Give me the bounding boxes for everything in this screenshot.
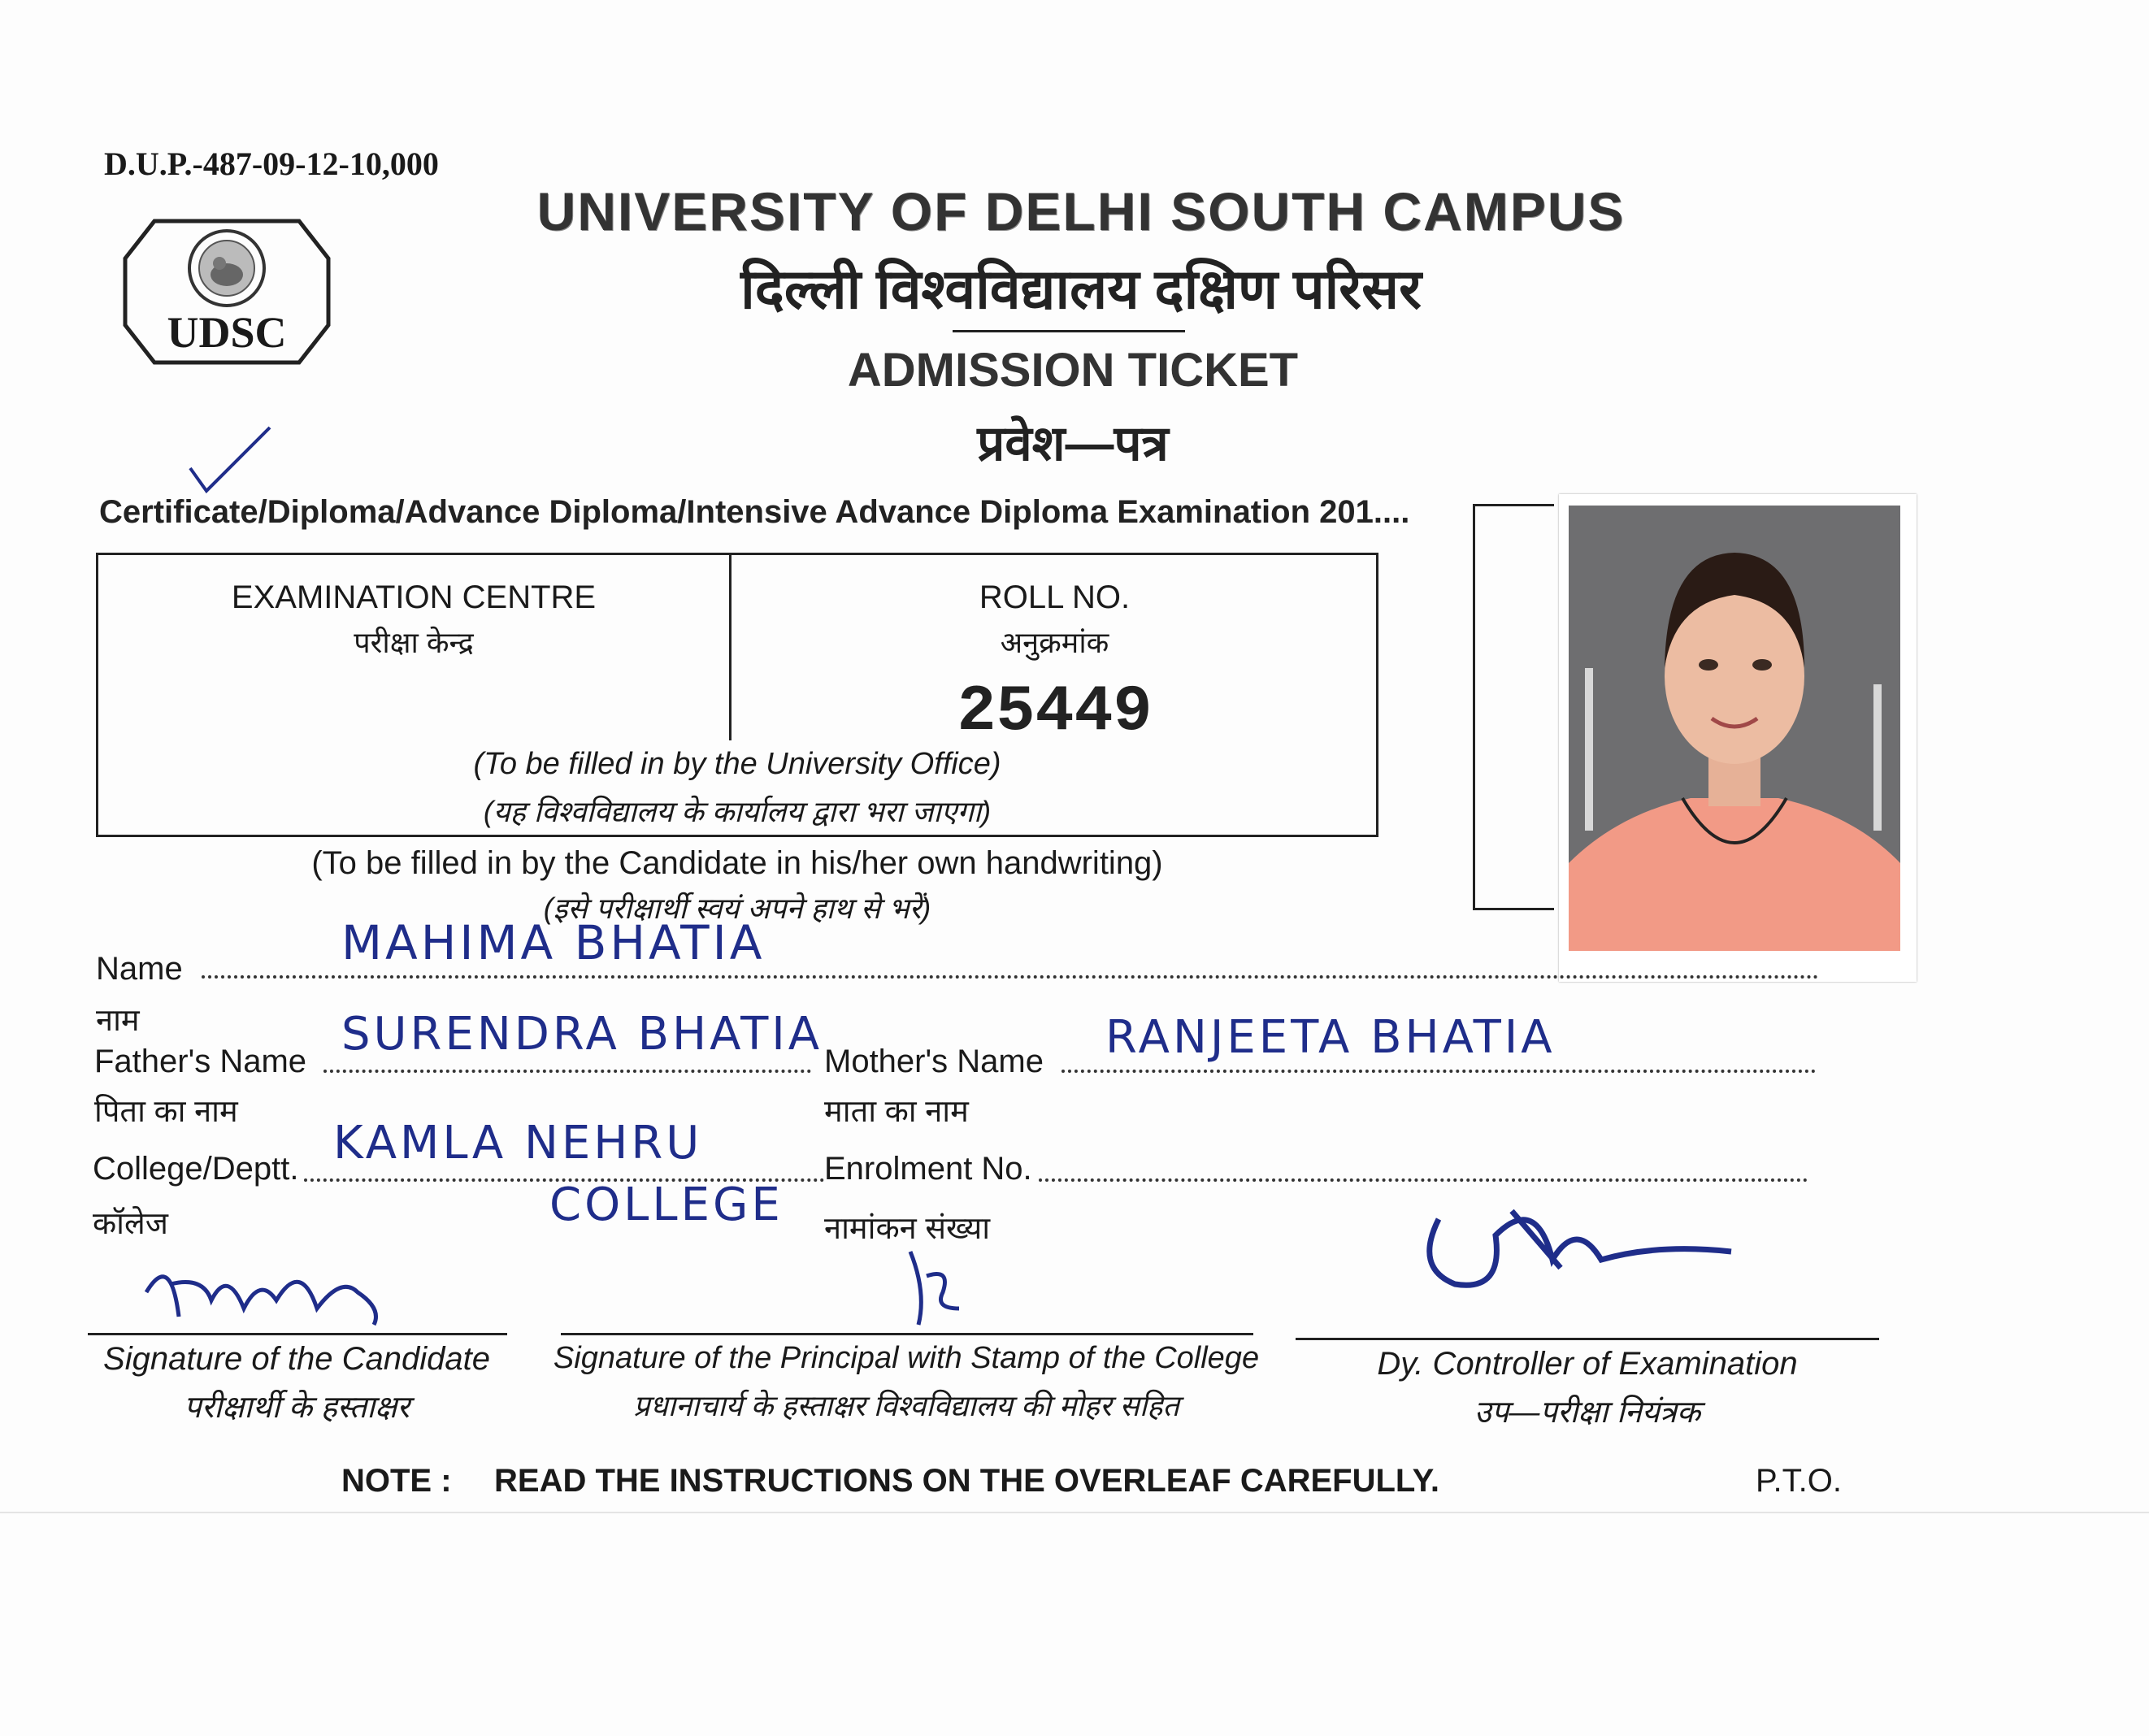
office-note-hi: (यह विश्वविद्यालय के कार्यालय द्वारा भरा जाएगा) <box>483 795 992 828</box>
enrolment-line <box>1039 1178 1808 1182</box>
mother-name-label-hi: माता का नाम <box>824 1095 969 1129</box>
pto-label: P.T.O. <box>1756 1463 1842 1499</box>
name-value[interactable]: MAHIMA BHATIA <box>341 915 766 970</box>
candidate-note-hi: (इसे परीक्षार्थी स्वयं अपने हाथ से भरें) <box>543 892 931 925</box>
candidate-signature-label: Signature of the Candidate <box>103 1341 490 1377</box>
name-field-line <box>202 975 1819 979</box>
enrolment-label-hi: नामांकन संख्या <box>824 1212 991 1246</box>
header-rule <box>953 330 1185 332</box>
principal-signature-drawing <box>902 1243 975 1333</box>
candidate-photo <box>1569 506 1900 951</box>
checkmark-icon <box>185 423 275 496</box>
roll-no-label: ROLL NO. <box>979 579 1131 615</box>
father-name-value[interactable]: SURENDRA BHATIA <box>341 1008 823 1061</box>
roll-no-label-hi: अनुक्रमांक <box>1000 626 1109 659</box>
controller-signature-line <box>1296 1338 1879 1340</box>
form-code: D.U.P.-487-09-12-10,000 <box>104 145 439 182</box>
note-label: NOTE : <box>341 1463 452 1499</box>
exam-centre-label-hi: परीक्षा केन्द्र <box>354 626 474 659</box>
udsc-logo <box>122 218 332 366</box>
exam-title: Certificate/Diploma/Advance Diploma/Intensive Advance Diploma Examination 201.... <box>99 494 1410 530</box>
mother-name-label: Mother's Name <box>824 1044 1044 1079</box>
office-box <box>96 553 1378 837</box>
college-value-line2[interactable]: COLLEGE <box>549 1178 784 1231</box>
college-value-line1[interactable]: KAMLA NEHRU <box>333 1117 703 1170</box>
candidate-note: (To be filled in by the Candidate in his/her own handwriting) <box>311 845 1163 881</box>
father-name-label: Father's Name <box>94 1044 307 1079</box>
roll-no-value: 25449 <box>957 675 1153 749</box>
logo-text: UDSC <box>167 308 287 357</box>
principal-signature-line <box>561 1333 1253 1335</box>
candidate-signature-label-hi: परीक्षार्थी के हस्ताक्षर <box>184 1391 410 1425</box>
college-label-hi: कॉलेज <box>93 1207 168 1241</box>
principal-signature-label: Signature of the Principal with Stamp of the College <box>553 1341 1260 1375</box>
candidate-signature-line <box>88 1333 507 1335</box>
enrolment-label: Enrolment No. <box>824 1151 1032 1187</box>
mother-name-value[interactable]: RANJEETA BHATIA <box>1105 1011 1556 1064</box>
principal-signature-label-hi: प्रधानाचार्य के हस्ताक्षर विश्वविद्यालय की मोहर सहित <box>633 1389 1179 1422</box>
note-text: READ THE INSTRUCTIONS ON THE OVERLEAF CAREFULLY. <box>494 1463 1440 1499</box>
office-note: (To be filled in by the University Office) <box>473 747 1001 781</box>
exam-centre-label: EXAMINATION CENTRE <box>231 579 597 615</box>
admission-ticket-title-hi: प्रवेश—पत्र <box>977 416 1169 471</box>
photo-frame <box>1473 504 1554 910</box>
controller-signature-label: Dy. Controller of Examination <box>1377 1346 1798 1382</box>
university-name-hi: दिल्ली विश्वविद्यालय दक्षिण परिसर <box>740 258 1422 320</box>
university-name-en: UNIVERSITY OF DELHI SOUTH CAMPUS <box>536 181 1626 241</box>
controller-signature-label-hi: उप—परीक्षा नियंत्रक <box>1474 1395 1701 1430</box>
controller-signature-drawing <box>1414 1187 1756 1300</box>
mother-name-line <box>1061 1070 1816 1073</box>
father-name-label-hi: पिता का नाम <box>94 1095 238 1129</box>
name-label: Name <box>96 951 183 987</box>
admission-ticket-title: ADMISSION TICKET <box>847 344 1299 397</box>
page-edge <box>0 1512 2149 1513</box>
college-label: College/Deptt. <box>93 1151 299 1187</box>
candidate-signature-drawing <box>138 1243 398 1341</box>
name-label-hi: नाम <box>96 1004 140 1038</box>
father-name-line <box>323 1070 811 1073</box>
